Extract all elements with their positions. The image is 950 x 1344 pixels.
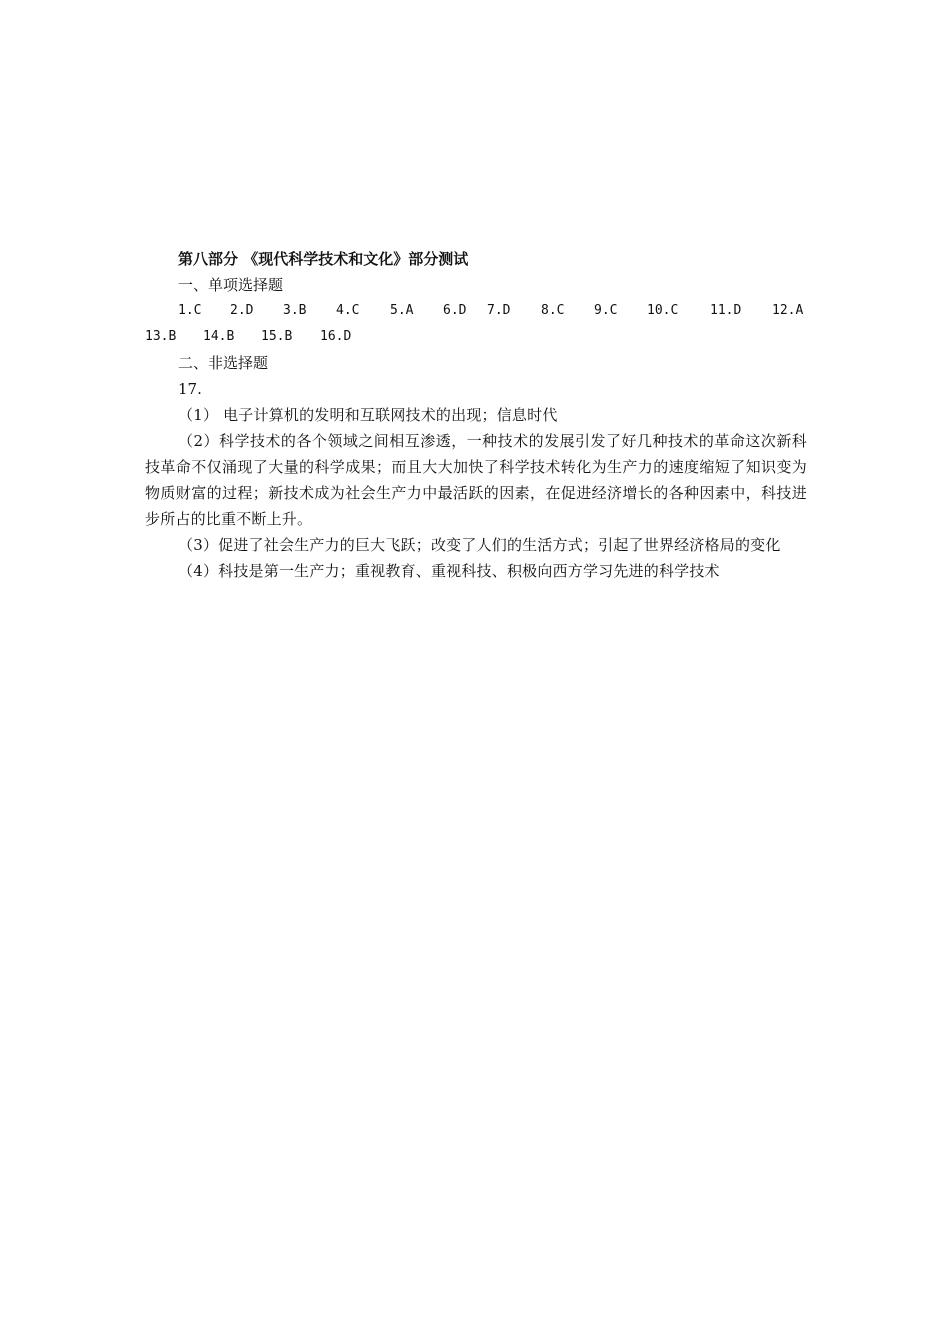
answer-item: 5.A <box>390 303 414 318</box>
answer-item: 14.B <box>203 329 235 344</box>
answer-item: 8.C <box>541 303 565 318</box>
answer-item: 13.B <box>145 329 177 344</box>
answer-item: 16.D <box>320 329 352 344</box>
answer-item: 15.B <box>261 329 293 344</box>
document-page <box>145 246 807 584</box>
answer-item: 10.C <box>647 303 679 318</box>
section2-heading: 二、非选择题 <box>178 354 269 372</box>
answer-item: 9.C <box>594 303 618 318</box>
answers-row-2 <box>145 324 807 350</box>
answer-item: 2.D <box>230 303 254 318</box>
answer-part-4: （4）科技是第一生产力；重视教育、重视科技、积极向西方学习先进的科学技术 <box>178 562 720 580</box>
answer-part-2: （2）科学技术的各个领域之间相互渗透，一种技术的发展引发了好几种技术的革命这次新科技革命不仅涌现了大量的科学成果；而且大大加快了科学技术转化为生产力的速度缩短了知识变为物质财富的过程；新技术成为社会生产力中最活跃的因素，在促进经济增长的各种因素中，科技进步所占的比重不断上升。 <box>145 432 807 528</box>
question-number: 17. <box>178 380 202 398</box>
answer-part-1: （1） 电子计算机的发明和互联网技术的出现；信息时代 <box>178 406 558 424</box>
answers-row-1 <box>145 298 807 324</box>
section1-heading: 一、单项选择题 <box>178 276 284 294</box>
answer-item: 6.D <box>443 303 467 318</box>
answer-item: 12.A <box>772 303 804 318</box>
answer-item: 11.D <box>710 303 742 318</box>
answer-part-3: （3）促进了社会生产力的巨大飞跃；改变了人们的生活方式；引起了世界经济格局的变化 <box>178 536 781 554</box>
answer-item: 4.C <box>336 303 360 318</box>
document-title: 第八部分 《现代科学技术和文化》部分测试 <box>178 250 469 268</box>
answer-item: 7.D <box>487 303 511 318</box>
answer-item: 1.C <box>178 303 202 318</box>
answer-item: 3.B <box>283 303 307 318</box>
